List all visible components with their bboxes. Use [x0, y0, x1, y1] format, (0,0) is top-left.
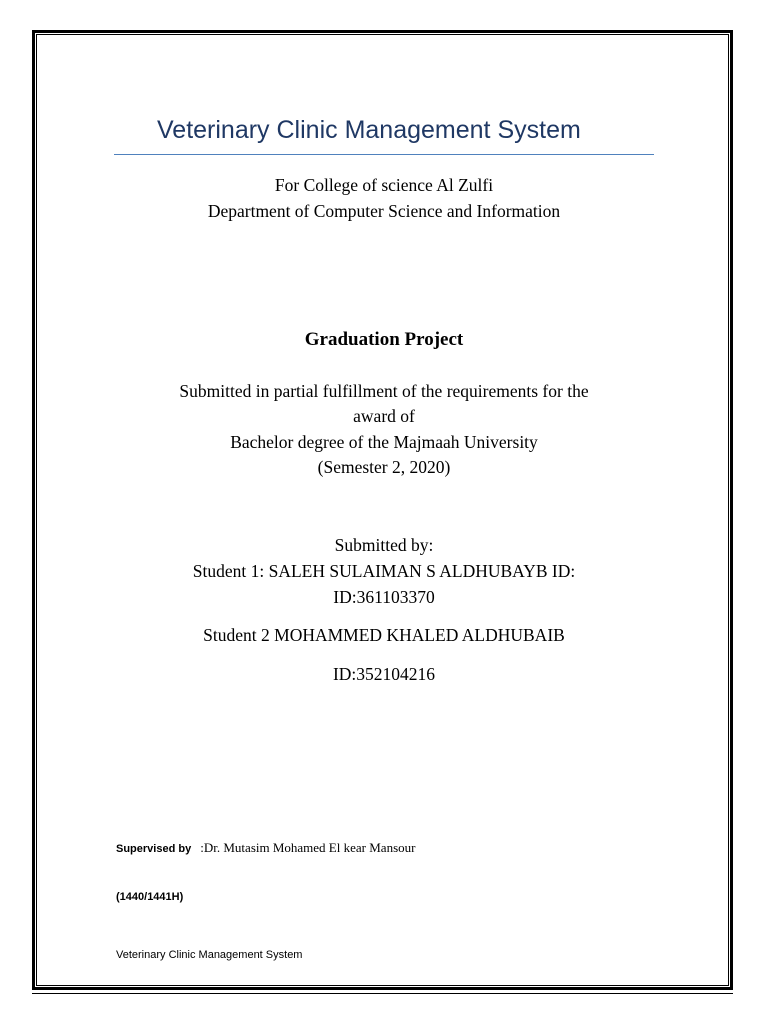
- footer-title: Veterinary Clinic Management System: [116, 949, 303, 961]
- student2-id: ID:352104216: [332, 664, 436, 684]
- hijri-year: (1440/1441H): [116, 891, 184, 903]
- project-heading: Graduation Project: [304, 329, 464, 350]
- student1-id: ID:361103370: [333, 587, 435, 607]
- supervisor-name: :Dr. Mutasim Mohamed El kear Mansour: [200, 840, 416, 855]
- submission-line-3: Bachelor degree of the Majmaah University: [230, 432, 538, 452]
- submitted-by-label: Submitted by:: [334, 535, 434, 555]
- submission-line-4: (Semester 2, 2020): [317, 457, 451, 477]
- supervisor-label: Supervised by: [116, 843, 192, 855]
- title-underline: [114, 154, 654, 155]
- student1-name: Student 1: SALEH SULAIMAN S ALDHUBAYB ID:: [192, 561, 576, 581]
- supervisor-line: [116, 840, 415, 856]
- submission-line-2: award of: [353, 406, 415, 426]
- department-line: Department of Computer Science and Information: [207, 201, 561, 221]
- page-border-bottom-rule: [32, 993, 733, 994]
- document-title: Veterinary Clinic Management System: [157, 116, 581, 144]
- college-line: For College of science Al Zulfi: [274, 175, 494, 195]
- student2-name: Student 2 MOHAMMED KHALED ALDHUBAIB: [203, 625, 565, 645]
- submission-line-1: Submitted in partial fulfillment of the requirements for the: [179, 381, 589, 401]
